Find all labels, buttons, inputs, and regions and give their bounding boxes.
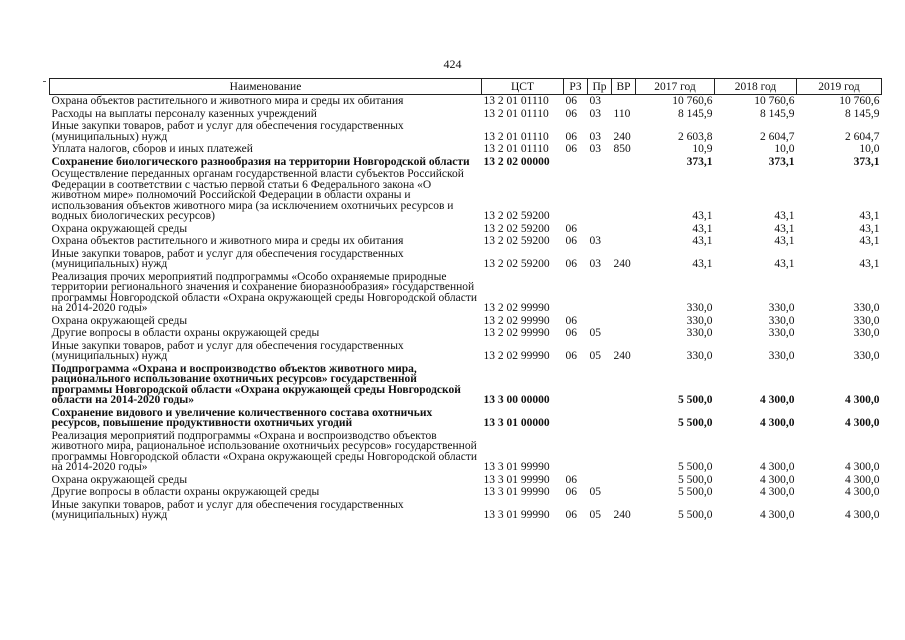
table-row bbox=[50, 315, 882, 328]
cell-pr: 03 bbox=[589, 258, 601, 270]
cell-y2018: 4 300,0 bbox=[760, 394, 795, 406]
cell-y2017: 373,1 bbox=[686, 155, 713, 168]
cell-pr: 05 bbox=[589, 486, 601, 498]
cell-name: Охрана окружающей среды bbox=[51, 473, 188, 486]
cell-name: Уплата налогов, сборов и иных платежей bbox=[51, 143, 253, 155]
cell-vr bbox=[612, 168, 636, 223]
cell-y2017: 2 603,8 bbox=[678, 130, 713, 143]
table-row bbox=[50, 430, 882, 474]
cell-y2019: 43,1 bbox=[859, 258, 880, 270]
cell-y2018: 10 760,6 bbox=[754, 95, 795, 107]
cell-cst: 13 2 02 59200 bbox=[483, 210, 550, 222]
cell-name: Охрана окружающей среды bbox=[51, 314, 188, 327]
table-row bbox=[50, 156, 882, 169]
cell-cst: 13 2 02 99990 bbox=[483, 314, 550, 327]
cell-name: Иные закупки товаров, работ и услуг для обеспечения государственных (муниципальных) нужд bbox=[51, 498, 404, 521]
budget-table bbox=[49, 78, 882, 522]
cell-rz bbox=[564, 430, 588, 474]
table-row bbox=[50, 327, 882, 340]
cell-name: Охрана объектов растительного и животного мира и среды их обитания bbox=[51, 235, 404, 247]
cell-pr bbox=[588, 407, 612, 430]
cell-vr bbox=[612, 327, 636, 340]
cell-pr bbox=[588, 223, 612, 236]
cell-rz bbox=[564, 156, 588, 169]
cell-name: Осуществление переданных органам государственной власти субъектов Российской Федерации в соответствии с частью первой статьи 6 Федерального закона «О животном мире» полномочий Российской Федерации в области охраны и использования объектов животного мира (за исключением охотничьих ресурсов и водных биологических ресурсов) bbox=[51, 168, 464, 222]
cell-pr: 03 bbox=[589, 143, 601, 155]
cell-name: Сохранение биологического разнообразия на территории Новгородской области bbox=[51, 155, 470, 168]
table-body bbox=[50, 95, 882, 522]
cell-vr bbox=[612, 315, 636, 328]
cell-y2018: 8 145,9 bbox=[760, 107, 795, 120]
cell-vr: 240 bbox=[613, 509, 631, 521]
cell-vr bbox=[612, 156, 636, 169]
cell-y2018: 43,1 bbox=[774, 258, 795, 270]
cell-y2017: 330,0 bbox=[686, 314, 713, 327]
cell-cst: 13 3 00 00000 bbox=[483, 394, 550, 406]
table-row bbox=[50, 248, 882, 271]
cell-y2017: 43,1 bbox=[692, 258, 713, 270]
cell-y2019: 4 300,0 bbox=[845, 486, 880, 498]
cell-y2019: 2 604,7 bbox=[845, 130, 880, 143]
cell-pr: 05 bbox=[589, 327, 601, 339]
cell-name: Иные закупки товаров, работ и услуг для обеспечения государственных (муниципальных) нужд bbox=[51, 247, 404, 270]
table-header-row bbox=[50, 79, 882, 95]
cell-y2018: 4 300,0 bbox=[760, 473, 795, 486]
cell-rz bbox=[564, 271, 588, 315]
header-cst: ЦСТ bbox=[482, 79, 564, 95]
table-row bbox=[50, 499, 882, 522]
cell-y2018: 2 604,7 bbox=[760, 130, 795, 143]
cell-y2019: 43,1 bbox=[859, 235, 880, 247]
cell-name: Охрана окружающей среды bbox=[51, 222, 188, 235]
cell-y2019: 8 145,9 bbox=[845, 107, 880, 120]
cell-pr: 03 bbox=[589, 95, 601, 107]
cell-y2017: 43,1 bbox=[692, 210, 713, 222]
cell-vr bbox=[612, 95, 636, 108]
cell-vr: 240 bbox=[613, 130, 631, 143]
cell-cst: 13 2 01 01110 bbox=[483, 107, 549, 120]
cell-y2017: 8 145,9 bbox=[678, 107, 713, 120]
table-row bbox=[50, 223, 882, 236]
cell-rz: 06 bbox=[565, 473, 577, 486]
cell-name: Охрана объектов растительного и животного мира и среды их обитания bbox=[51, 95, 404, 107]
cell-rz: 06 bbox=[565, 107, 577, 120]
table-row bbox=[50, 271, 882, 315]
cell-rz: 06 bbox=[565, 314, 577, 327]
cell-vr bbox=[612, 271, 636, 315]
cell-cst: 13 2 01 01110 bbox=[483, 95, 549, 107]
cell-rz: 06 bbox=[565, 95, 577, 107]
page-number: 424 bbox=[443, 57, 462, 71]
cell-y2018: 43,1 bbox=[774, 235, 795, 247]
cell-y2019: 330,0 bbox=[853, 350, 880, 362]
cell-name: Реализация прочих мероприятий подпрограммы «Особо охраняемые природные территории регионального значения и сохранение биоразнообразия» государственной программы Новгородской области «Охрана окружающей среды Новгородской области на 2014-2020 годы» bbox=[51, 270, 477, 314]
cell-vr: 850 bbox=[613, 143, 631, 155]
cell-y2017: 330,0 bbox=[686, 350, 713, 362]
cell-rz: 06 bbox=[565, 350, 577, 362]
cell-pr bbox=[588, 168, 612, 223]
table-row bbox=[50, 407, 882, 430]
cell-rz: 06 bbox=[565, 130, 577, 143]
cell-vr bbox=[612, 235, 636, 248]
cell-y2018: 4 300,0 bbox=[760, 417, 795, 429]
header-rz: РЗ bbox=[564, 79, 588, 95]
cell-y2018: 4 300,0 bbox=[760, 486, 795, 498]
cell-y2019: 43,1 bbox=[859, 210, 880, 222]
cell-name: Сохранение видового и увеличение количественного состава охотничьих ресурсов, повышение продуктивности охотничьих угодий bbox=[51, 406, 433, 429]
cell-pr: 03 bbox=[589, 107, 601, 120]
table-row bbox=[50, 340, 882, 363]
cell-y2018: 10,0 bbox=[774, 143, 795, 155]
cell-rz bbox=[564, 168, 588, 223]
cell-y2017: 5 500,0 bbox=[678, 394, 713, 406]
cell-cst: 13 2 02 00000 bbox=[483, 155, 550, 168]
cell-rz bbox=[564, 407, 588, 430]
cell-rz bbox=[564, 363, 588, 407]
cell-pr bbox=[588, 271, 612, 315]
cell-cst: 13 3 01 99990 bbox=[483, 473, 550, 486]
cell-y2017: 5 500,0 bbox=[678, 473, 713, 486]
cell-pr: 03 bbox=[589, 130, 601, 143]
cell-cst: 13 2 02 99990 bbox=[483, 302, 550, 314]
cell-name: Другие вопросы в области охраны окружающей среды bbox=[51, 486, 320, 498]
cell-vr: 240 bbox=[613, 258, 631, 270]
cell-y2017: 10,9 bbox=[692, 143, 713, 155]
cell-y2017: 5 500,0 bbox=[678, 461, 713, 473]
cell-y2019: 4 300,0 bbox=[845, 394, 880, 406]
cell-rz: 06 bbox=[565, 235, 577, 247]
header-name: Наименование bbox=[50, 79, 482, 95]
cell-name: Расходы на выплаты персоналу казенных учреждений bbox=[51, 107, 317, 120]
cell-cst: 13 3 01 99990 bbox=[483, 461, 550, 473]
cell-rz: 06 bbox=[565, 509, 577, 521]
cell-y2019: 373,1 bbox=[853, 155, 880, 168]
cell-y2018: 43,1 bbox=[774, 222, 795, 235]
cell-y2019: 10 760,6 bbox=[839, 95, 880, 107]
header-2018: 2018 год bbox=[715, 79, 797, 95]
cell-vr bbox=[612, 363, 636, 407]
cell-vr bbox=[612, 486, 636, 499]
cell-y2017: 5 500,0 bbox=[678, 417, 713, 429]
cell-y2019: 43,1 bbox=[859, 222, 880, 235]
cell-y2017: 5 500,0 bbox=[678, 486, 713, 498]
cell-rz: 06 bbox=[565, 143, 577, 155]
cell-pr bbox=[588, 474, 612, 487]
cell-y2019: 4 300,0 bbox=[845, 417, 880, 429]
cell-vr bbox=[612, 223, 636, 236]
header-pr: Пр bbox=[588, 79, 612, 95]
cell-rz: 06 bbox=[565, 258, 577, 270]
cell-name: Другие вопросы в области охраны окружающей среды bbox=[51, 327, 320, 339]
cell-y2019: 330,0 bbox=[853, 302, 880, 314]
cell-cst: 13 3 01 99990 bbox=[483, 509, 550, 521]
table-row bbox=[50, 235, 882, 248]
cell-y2017: 330,0 bbox=[686, 302, 713, 314]
cell-pr bbox=[588, 156, 612, 169]
cell-rz: 06 bbox=[565, 486, 577, 498]
cell-pr bbox=[588, 363, 612, 407]
cell-y2019: 4 300,0 bbox=[845, 461, 880, 473]
cell-y2019: 330,0 bbox=[853, 327, 880, 339]
cell-y2017: 10 760,6 bbox=[672, 95, 713, 107]
cell-y2018: 4 300,0 bbox=[760, 509, 795, 521]
cell-y2018: 43,1 bbox=[774, 210, 795, 222]
cell-vr: 110 bbox=[613, 107, 631, 120]
cell-y2019: 330,0 bbox=[853, 314, 880, 327]
cell-y2018: 373,1 bbox=[768, 155, 795, 168]
header-2017: 2017 год bbox=[636, 79, 715, 95]
header-vr: ВР bbox=[612, 79, 636, 95]
cell-y2018: 4 300,0 bbox=[760, 461, 795, 473]
table-row bbox=[50, 363, 882, 407]
header-2019: 2019 год bbox=[797, 79, 882, 95]
cell-y2017: 43,1 bbox=[692, 235, 713, 247]
cell-vr: 240 bbox=[613, 350, 631, 362]
cell-cst: 13 2 02 99990 bbox=[483, 350, 550, 362]
cell-y2017: 330,0 bbox=[686, 327, 713, 339]
cell-name: Иные закупки товаров, работ и услуг для обеспечения государственных (муниципальных) нужд bbox=[51, 339, 404, 362]
cell-vr bbox=[612, 474, 636, 487]
cell-y2018: 330,0 bbox=[768, 327, 795, 339]
cell-pr bbox=[588, 430, 612, 474]
cell-y2018: 330,0 bbox=[768, 350, 795, 362]
table-row bbox=[50, 143, 882, 156]
table-row bbox=[50, 95, 882, 108]
cell-cst: 13 2 02 99990 bbox=[483, 327, 550, 339]
cell-cst: 13 3 01 00000 bbox=[483, 417, 550, 429]
cell-y2017: 43,1 bbox=[692, 222, 713, 235]
table-row bbox=[50, 108, 882, 121]
cell-rz: 06 bbox=[565, 222, 577, 235]
cell-cst: 13 3 01 99990 bbox=[483, 486, 550, 498]
margin-mark bbox=[43, 81, 46, 82]
cell-vr bbox=[612, 430, 636, 474]
cell-pr bbox=[588, 315, 612, 328]
cell-name: Иные закупки товаров, работ и услуг для обеспечения государственных (муниципальных) нужд bbox=[51, 120, 404, 143]
cell-y2019: 10,0 bbox=[859, 143, 880, 155]
table-row bbox=[50, 474, 882, 487]
cell-y2019: 4 300,0 bbox=[845, 473, 880, 486]
cell-cst: 13 2 02 59200 bbox=[483, 222, 550, 235]
cell-cst: 13 2 01 01110 bbox=[483, 143, 549, 155]
cell-name: Реализация мероприятий подпрограммы «Охрана и воспроизводство объектов животного мира, рациональное использование охотничьих ресурсов» государственной программы Новгородской области «Охрана окружающей среды Новгородской области на 2014-2020 годы» bbox=[51, 429, 477, 473]
table-row bbox=[50, 168, 882, 223]
cell-pr: 05 bbox=[589, 350, 601, 362]
cell-y2018: 330,0 bbox=[768, 302, 795, 314]
cell-y2019: 4 300,0 bbox=[845, 509, 880, 521]
cell-rz: 06 bbox=[565, 327, 577, 339]
cell-cst: 13 2 02 59200 bbox=[483, 258, 550, 270]
cell-name: Подпрограмма «Охрана и воспроизводство объектов животного мира, рационального использование охотничьих ресурсов» государственной программы Новгородской области «Охрана окружающей среды Новгородской области на 2014-2020 годы» bbox=[51, 362, 461, 406]
cell-cst: 13 2 02 59200 bbox=[483, 235, 550, 247]
table-row bbox=[50, 120, 882, 143]
table-row bbox=[50, 486, 882, 499]
cell-pr: 03 bbox=[589, 235, 601, 247]
cell-pr: 05 bbox=[589, 509, 601, 521]
cell-cst: 13 2 01 01110 bbox=[483, 130, 549, 143]
cell-vr bbox=[612, 407, 636, 430]
cell-y2017: 5 500,0 bbox=[678, 509, 713, 521]
cell-y2018: 330,0 bbox=[768, 314, 795, 327]
